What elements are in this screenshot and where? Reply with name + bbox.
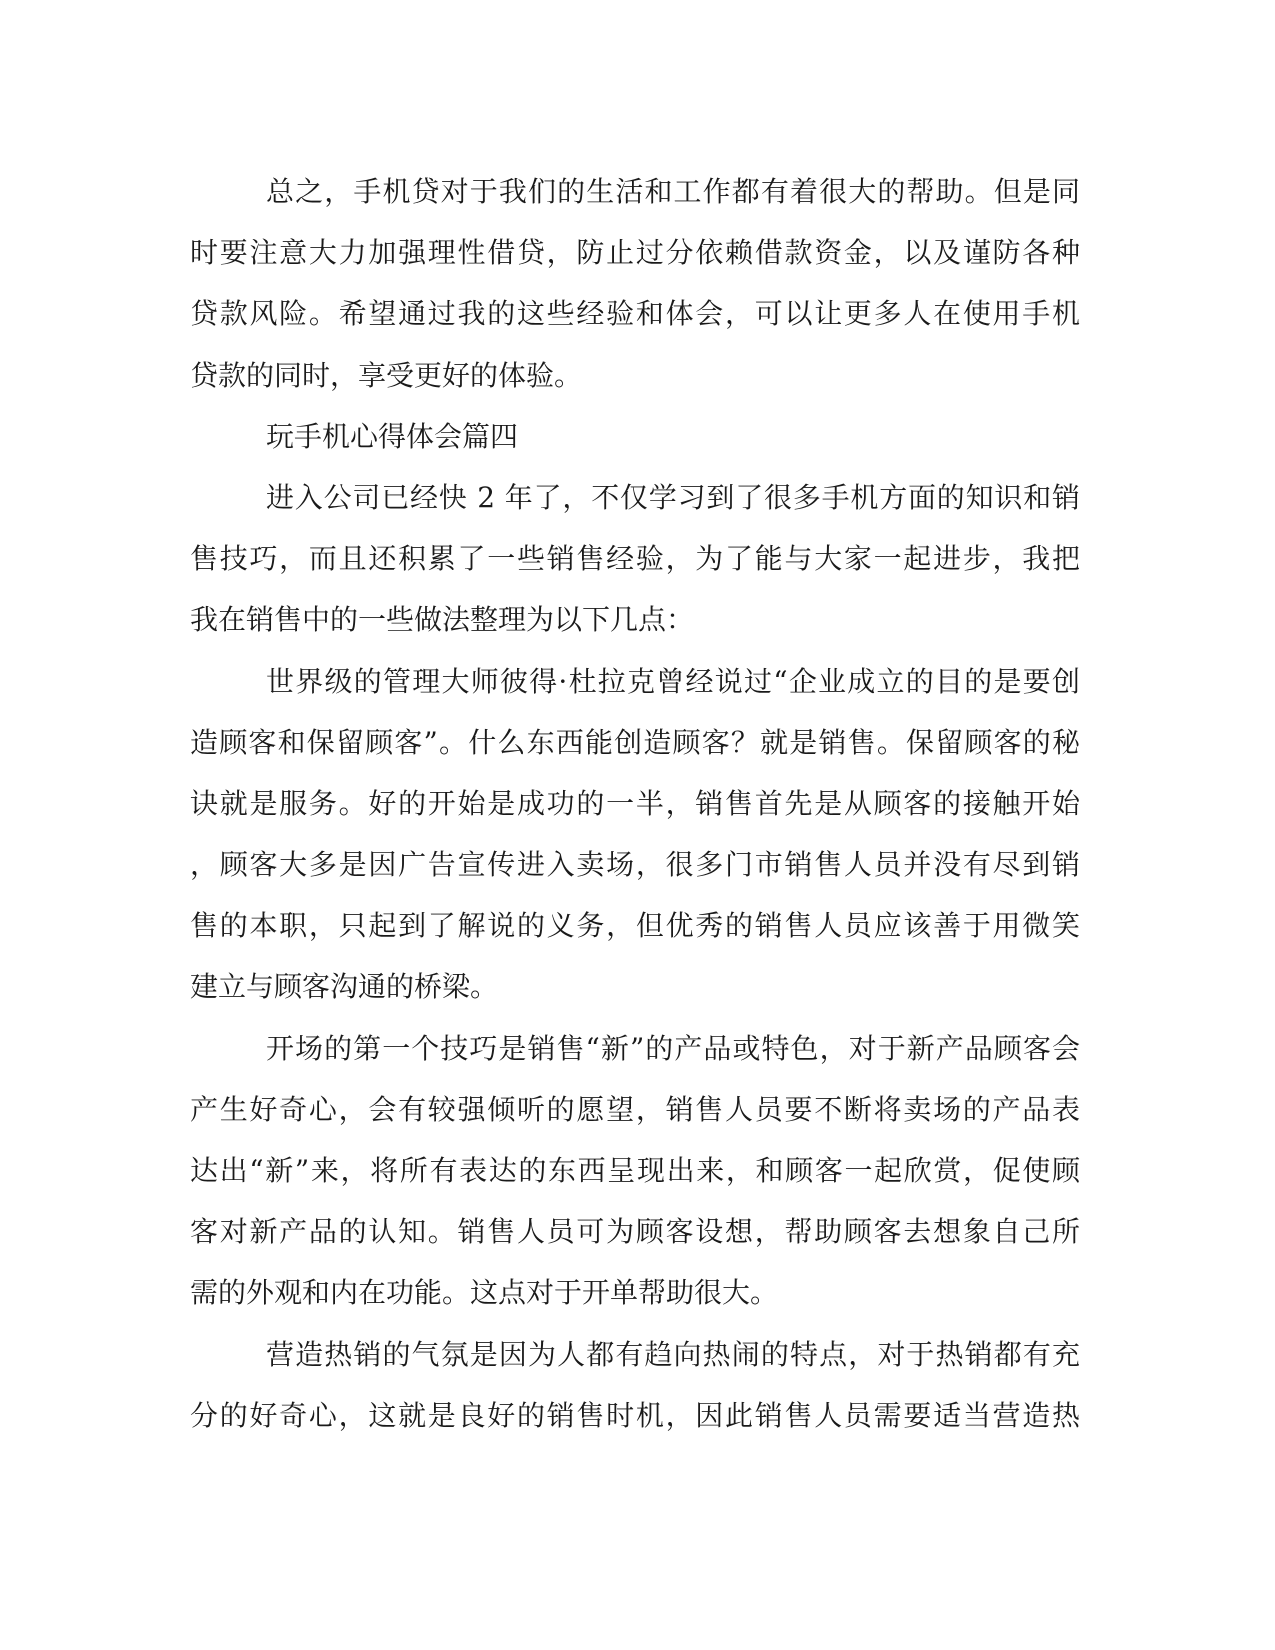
text-line: 客对新产品的认知。销售人员可为顾客设想，帮助顾客去想象自己所 [190, 1215, 1080, 1249]
text-line: 贷款的同时，享受更好的体验。 [190, 358, 583, 392]
text-line: 达出“新”来，将所有表达的东西呈现出来，和顾客一起欣赏，促使顾 [190, 1154, 1080, 1187]
text-line: 我在销售中的一些做法整理为以下几点： [190, 603, 695, 637]
text-line: ，顾客大多是因广告宣传进入卖场，很多门市销售人员并没有尽到销 [190, 848, 1080, 882]
text-line: 开场的第一个技巧是销售“新”的产品或特色，对于新产品顾客会 [266, 1031, 1080, 1065]
text-line: 进入公司已经快 2 年了，不仅学习到了很多手机方面的知识和销 [266, 480, 1080, 514]
text-line: 营造热销的气氛是因为人都有趋向热闹的特点，对于热销都有充 [266, 1337, 1080, 1371]
text-line: 玩手机心得体会篇四 [266, 419, 519, 453]
text-line: 贷款风险。希望通过我的这些经验和体会，可以让更多人在使用手机 [190, 297, 1080, 331]
text-line: 产生好奇心，会有较强倾听的愿望，销售人员要不断将卖场的产品表 [190, 1092, 1080, 1126]
text-line: 时要注意大力加强理性借贷，防止过分依赖借款资金，以及谨防各种 [190, 236, 1080, 270]
text-line: 世界级的管理大师彼得·杜拉克曾经说过“企业成立的目的是要创 [266, 664, 1080, 698]
text-line: 需的外观和内在功能。这点对于开单帮助很大。 [190, 1276, 779, 1310]
text-line: 总之，手机贷对于我们的生活和工作都有着很大的帮助。但是同 [266, 175, 1080, 208]
text-line: 建立与顾客沟通的桥梁。 [190, 970, 499, 1004]
text-line: 售技巧，而且还积累了一些销售经验，为了能与大家一起进步，我把 [190, 542, 1080, 576]
text-line: 分的好奇心，这就是良好的销售时机，因此销售人员需要适当营造热 [190, 1398, 1080, 1432]
document-body [190, 161, 1080, 1446]
text-line: 诀就是服务。好的开始是成功的一半，销售首先是从顾客的接触开始 [190, 786, 1080, 820]
text-line: 售的本职，只起到了解说的义务，但优秀的销售人员应该善于用微笑 [190, 909, 1080, 943]
text-line: 造顾客和保留顾客”。什么东西能创造顾客？就是销售。保留顾客的秘 [190, 725, 1080, 759]
